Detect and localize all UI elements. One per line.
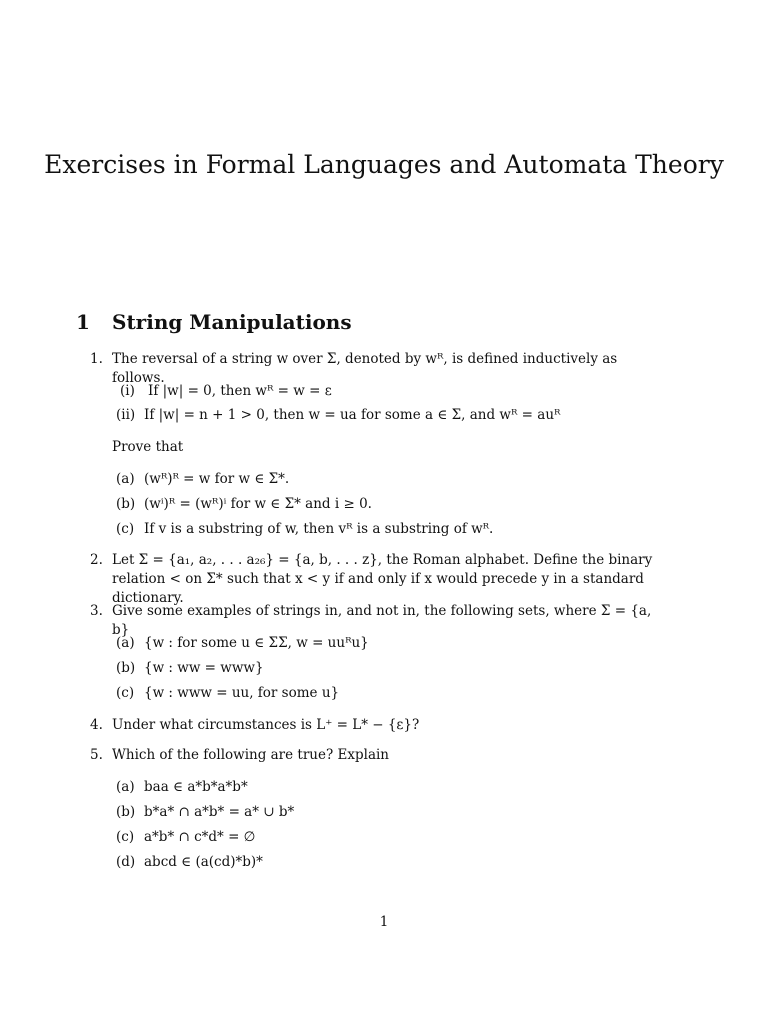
exercise-text: The reversal of a string w over Σ, denoted by wᴿ, is defined inductively as follows. xyxy=(112,351,618,386)
section-number: 1 xyxy=(76,310,90,334)
exercise-number: 2. xyxy=(90,552,103,568)
part-label: (a) xyxy=(116,635,135,651)
section-heading xyxy=(76,310,352,334)
exercise-part xyxy=(116,828,255,847)
part-text: baa ∈ a*b*a*b* xyxy=(144,779,248,795)
part-text: (wⁱ)ᴿ = (wᴿ)ⁱ for w ∈ Σ* and i ≥ 0. xyxy=(144,496,372,512)
part-label: (b) xyxy=(116,660,136,676)
part-text: b*a* ∩ a*b* = a* ∪ b* xyxy=(144,804,295,820)
document-title: Exercises in Formal Languages and Automata Theory xyxy=(44,150,724,179)
part-label: (c) xyxy=(116,829,135,845)
definition-text: If |w| = 0, then wᴿ = w = ε xyxy=(148,383,332,399)
definition-item xyxy=(120,382,332,401)
exercise-number: 4. xyxy=(90,717,103,733)
part-text: {w : www = uu, for some u} xyxy=(144,685,340,701)
exercise-number: 5. xyxy=(90,747,103,763)
exercise-5 xyxy=(90,746,668,765)
part-label: (a) xyxy=(116,471,135,487)
part-text: abcd ∈ (a(cd)*b)* xyxy=(144,854,263,870)
definition-item xyxy=(116,406,560,425)
section-title: String Manipulations xyxy=(112,310,352,334)
exercise-part xyxy=(116,520,493,539)
exercise-4 xyxy=(90,716,668,735)
part-label: (d) xyxy=(116,854,136,870)
page-number: 1 xyxy=(379,914,389,930)
definition-label: (i) xyxy=(120,383,135,399)
exercise-part xyxy=(116,495,372,514)
exercise-text: Let Σ = {a₁, a₂, . . . a₂₆} = {a, b, . . . z}, the Roman alphabet. Define the binary relation < on Σ* such that x < y if and only if x would precede y in a standard dictionary. xyxy=(112,552,653,606)
exercise-part xyxy=(116,470,289,489)
exercise-part xyxy=(116,684,339,703)
part-label: (a) xyxy=(116,779,135,795)
part-label: (c) xyxy=(116,521,135,537)
part-text: (wᴿ)ᴿ = w for w ∈ Σ*. xyxy=(144,471,290,487)
exercise-part xyxy=(116,853,263,872)
part-label: (b) xyxy=(116,804,136,820)
definition-label: (ii) xyxy=(116,407,136,423)
exercise-part xyxy=(116,634,369,653)
exercise-text: Which of the following are true? Explain xyxy=(112,747,390,763)
exercise-number: 1. xyxy=(90,351,103,367)
exercise-text: Under what circumstances is L⁺ = L* − {ε}? xyxy=(112,717,420,733)
part-text: {w : for some u ∈ ΣΣ, w = uuᴿu} xyxy=(144,635,369,651)
exercise-part xyxy=(116,778,248,797)
part-text: a*b* ∩ c*d* = ∅ xyxy=(144,829,256,845)
part-text: If v is a substring of w, then vᴿ is a substring of wᴿ. xyxy=(144,521,494,537)
part-label: (b) xyxy=(116,496,136,512)
exercise-part xyxy=(116,659,264,678)
exercise-2 xyxy=(90,551,668,608)
exercise-number: 3. xyxy=(90,603,103,619)
exercise-text: Give some examples of strings in, and not in, the following sets, where Σ = {a, b} xyxy=(112,603,652,638)
part-text: {w : ww = www} xyxy=(144,660,264,676)
exercise-part xyxy=(116,803,294,822)
exercise-prompt: Prove that xyxy=(112,439,184,455)
part-label: (c) xyxy=(116,685,135,701)
definition-text: If |w| = n + 1 > 0, then w = ua for some a ∈ Σ, and wᴿ = auᴿ xyxy=(144,407,561,423)
